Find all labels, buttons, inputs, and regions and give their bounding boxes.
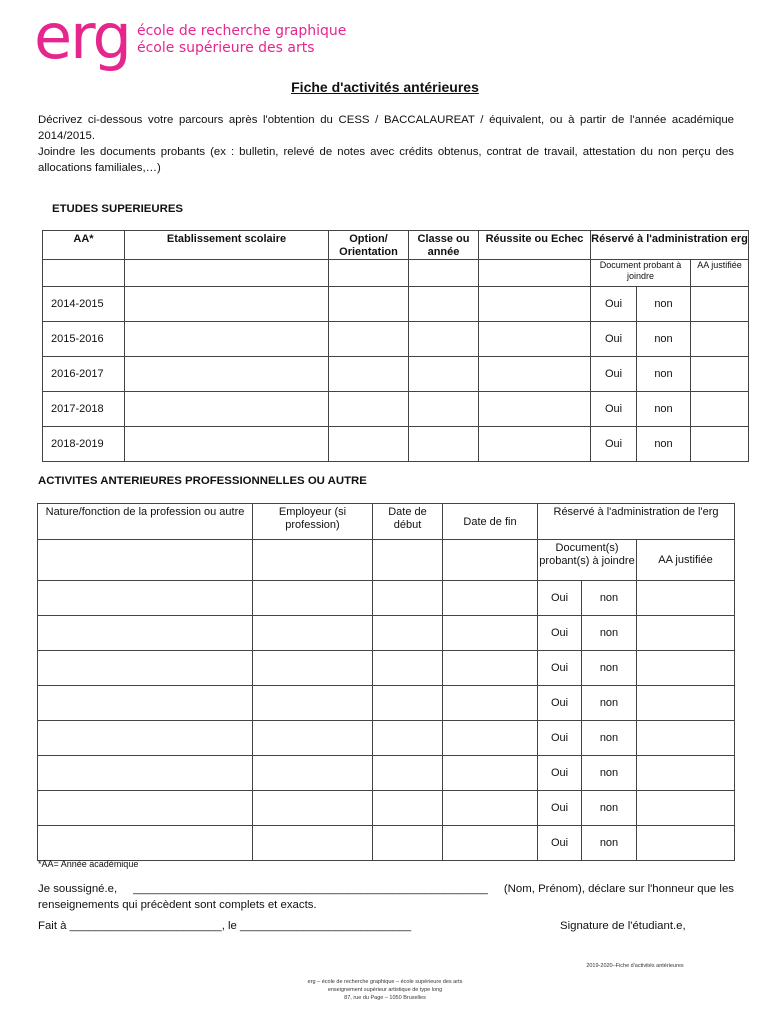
nature-field[interactable] <box>38 581 253 616</box>
nature-field[interactable] <box>38 791 253 826</box>
date-debut-field[interactable] <box>373 581 443 616</box>
aa-justifiee-field[interactable] <box>691 287 749 322</box>
non-option[interactable]: non <box>582 651 637 686</box>
date-debut-field[interactable] <box>373 826 443 861</box>
nature-field[interactable] <box>38 651 253 686</box>
header-nature: Nature/fonction de la profession ou autre <box>38 504 253 540</box>
table-row <box>38 581 735 616</box>
declaration-start: Je soussigné.e, <box>38 883 118 895</box>
date-debut-field[interactable] <box>373 756 443 791</box>
table-row <box>43 287 749 322</box>
header-option: Option/ Orientation <box>329 231 409 260</box>
date-debut-field[interactable] <box>373 721 443 756</box>
table-row <box>43 427 749 462</box>
oui-option[interactable]: Oui <box>591 322 637 357</box>
option-field[interactable] <box>329 322 409 357</box>
option-field[interactable] <box>329 392 409 427</box>
option-field[interactable] <box>329 357 409 392</box>
name-blank-field[interactable]: ________________________________________________________ <box>133 883 488 895</box>
year-cell: 2015-2016 <box>43 322 125 357</box>
option-field[interactable] <box>329 427 409 462</box>
doc-reference: 2019-2020–Fiche d'activités antérieures <box>586 963 684 969</box>
table-row <box>38 721 735 756</box>
employeur-field[interactable] <box>253 616 373 651</box>
logo-tagline-2: école supérieure des arts <box>137 40 315 56</box>
date-fin-field[interactable] <box>443 581 538 616</box>
aa-justifiee-field[interactable] <box>691 357 749 392</box>
footer-line-2: enseignement supérieur artistique de type long <box>327 987 443 993</box>
date-debut-field[interactable] <box>373 651 443 686</box>
header-reserve-admin-activities: Réservé à l'administration de l'erg <box>538 504 735 540</box>
page-title: Fiche d'activités antérieures <box>291 79 479 95</box>
nature-field[interactable] <box>38 616 253 651</box>
header-date-fin: Date de fin <box>443 504 538 540</box>
oui-option[interactable]: Oui <box>538 721 582 756</box>
oui-option[interactable]: Oui <box>538 616 582 651</box>
table-row <box>38 686 735 721</box>
year-cell: 2014-2015 <box>43 287 125 322</box>
oui-option[interactable]: Oui <box>591 287 637 322</box>
nature-field[interactable] <box>38 686 253 721</box>
table-row <box>38 756 735 791</box>
date-fin-field[interactable] <box>443 616 538 651</box>
table-row <box>38 616 735 651</box>
aa-justifiee-field[interactable] <box>691 322 749 357</box>
table-row <box>43 357 749 392</box>
etablissement-field[interactable] <box>125 322 329 357</box>
date-fin-field[interactable] <box>443 756 538 791</box>
studies-section-title: ETUDES SUPERIEURES <box>52 203 184 215</box>
place-date-field[interactable]: Fait à ________________________, le ___________________________ <box>38 920 412 932</box>
date-fin-field[interactable] <box>443 791 538 826</box>
date-fin-field[interactable] <box>443 651 538 686</box>
oui-option[interactable]: Oui <box>538 581 582 616</box>
employeur-field[interactable] <box>253 651 373 686</box>
employeur-field[interactable] <box>253 686 373 721</box>
table-row <box>38 651 735 686</box>
employeur-field[interactable] <box>253 826 373 861</box>
studies-table <box>42 230 749 462</box>
date-fin-field[interactable] <box>443 686 538 721</box>
etablissement-field[interactable] <box>125 287 329 322</box>
employeur-field[interactable] <box>253 721 373 756</box>
non-option[interactable]: non <box>637 322 691 357</box>
table-row <box>43 392 749 427</box>
logo-tagline-1: école de recherche graphique <box>137 23 347 39</box>
oui-option[interactable]: Oui <box>538 826 582 861</box>
non-option[interactable]: non <box>582 791 637 826</box>
oui-option[interactable]: Oui <box>538 651 582 686</box>
oui-option[interactable]: Oui <box>591 357 637 392</box>
non-option[interactable]: non <box>582 686 637 721</box>
intro-paragraph-2: Joindre les documents probants (ex : bulletin, relevé de notes avec crédits obtenus, contrat de travail, attestation du non perçu des allocations familiales,…) <box>38 146 734 174</box>
date-debut-field[interactable] <box>373 616 443 651</box>
classe-field[interactable] <box>409 427 479 462</box>
header-etablissement: Etablissement scolaire <box>125 231 329 260</box>
oui-option[interactable]: Oui <box>538 756 582 791</box>
declaration <box>38 881 734 913</box>
header-documents-probants: Document(s) probant(s) à joindre <box>538 540 637 581</box>
header-reserve-admin: Réservé à l'administration erg <box>591 231 749 260</box>
classe-field[interactable] <box>409 287 479 322</box>
aa-justifiee-field[interactable] <box>691 392 749 427</box>
nature-field[interactable] <box>38 826 253 861</box>
declaration-line-2: renseignements qui précèdent sont complets et exacts. <box>38 899 317 911</box>
date-debut-field[interactable] <box>373 686 443 721</box>
table-row <box>38 826 735 861</box>
non-option[interactable]: non <box>582 826 637 861</box>
oui-option[interactable]: Oui <box>591 427 637 462</box>
date-fin-field[interactable] <box>443 826 538 861</box>
signature-label: Signature de l'étudiant.e, <box>560 920 686 932</box>
erg-logo: erg <box>34 0 130 73</box>
reussite-field[interactable] <box>479 322 591 357</box>
option-field[interactable] <box>329 287 409 322</box>
reussite-field[interactable] <box>479 357 591 392</box>
reussite-field[interactable] <box>479 392 591 427</box>
date-fin-field[interactable] <box>443 721 538 756</box>
header-aa: AA* <box>43 231 125 260</box>
non-option[interactable]: non <box>582 756 637 791</box>
reussite-field[interactable] <box>479 287 591 322</box>
oui-option[interactable]: Oui <box>591 392 637 427</box>
etablissement-field[interactable] <box>125 392 329 427</box>
year-cell: 2016-2017 <box>43 357 125 392</box>
table-row <box>43 322 749 357</box>
nature-field[interactable] <box>38 721 253 756</box>
aa-justifiee-field[interactable] <box>637 686 735 721</box>
oui-option[interactable]: Oui <box>538 686 582 721</box>
etablissement-field[interactable] <box>125 427 329 462</box>
reussite-field[interactable] <box>479 427 591 462</box>
non-option[interactable]: non <box>582 721 637 756</box>
non-option[interactable]: non <box>637 427 691 462</box>
activities-section-title: ACTIVITES ANTERIEURES PROFESSIONNELLES OU AUTRE <box>38 475 367 487</box>
year-cell: 2018-2019 <box>43 427 125 462</box>
non-option[interactable]: non <box>637 392 691 427</box>
aa-justifiee-field[interactable] <box>637 651 735 686</box>
header-date-debut: Date de début <box>373 504 443 540</box>
declaration-end: (Nom, Prénom), déclare sur l'honneur que les <box>503 883 734 895</box>
header-document-probant: Document probant à joindre <box>591 260 691 287</box>
non-option[interactable]: non <box>582 581 637 616</box>
employeur-field[interactable] <box>253 756 373 791</box>
activities-table <box>37 503 735 861</box>
date-debut-field[interactable] <box>373 791 443 826</box>
table-row <box>38 791 735 826</box>
aa-justifiee-field[interactable] <box>637 826 735 861</box>
oui-option[interactable]: Oui <box>538 791 582 826</box>
intro-text <box>38 112 734 176</box>
aa-justifiee-field[interactable] <box>691 427 749 462</box>
aa-justifiee-field[interactable] <box>637 581 735 616</box>
classe-field[interactable] <box>409 392 479 427</box>
footnote: *AA= Année académique <box>38 859 139 869</box>
aa-justifiee-field[interactable] <box>637 756 735 791</box>
classe-field[interactable] <box>409 322 479 357</box>
aa-justifiee-field[interactable] <box>637 791 735 826</box>
intro-paragraph-1: Décrivez ci-dessous votre parcours après l'obtention du CESS / BACCALAUREAT / équivalent, ou à partir de l'année académique 2014/2015. <box>38 114 734 142</box>
non-option[interactable]: non <box>637 287 691 322</box>
non-option[interactable]: non <box>582 616 637 651</box>
header-aa-justifiee: AA justifiée <box>691 260 749 287</box>
aa-justifiee-field[interactable] <box>637 616 735 651</box>
nature-field[interactable] <box>38 756 253 791</box>
non-option[interactable]: non <box>637 357 691 392</box>
aa-justifiee-field[interactable] <box>637 721 735 756</box>
footer-line-3: 87, rue du Page – 1050 Bruxelles <box>344 995 426 1001</box>
header-aa-justifiee-activities: AA justifiée <box>637 540 735 581</box>
footer <box>0 978 770 1002</box>
header-classe: Classe ou année <box>409 231 479 260</box>
year-cell: 2017-2018 <box>43 392 125 427</box>
footer-line-1: erg – école de recherche graphique – école supérieure des arts <box>307 979 463 985</box>
employeur-field[interactable] <box>253 791 373 826</box>
header-employeur: Employeur (si profession) <box>253 504 373 540</box>
classe-field[interactable] <box>409 357 479 392</box>
employeur-field[interactable] <box>253 581 373 616</box>
header-reussite: Réussite ou Echec <box>479 231 591 260</box>
etablissement-field[interactable] <box>125 357 329 392</box>
